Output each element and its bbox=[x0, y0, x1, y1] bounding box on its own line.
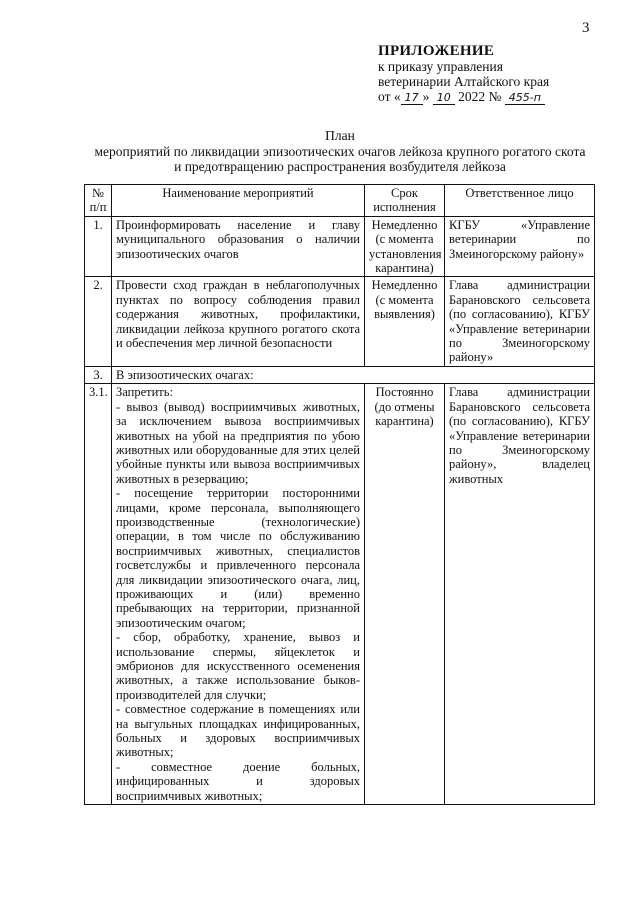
appendix-line-2: ветеринарии Алтайского края bbox=[378, 74, 550, 89]
measure-line: Запретить: bbox=[116, 385, 173, 400]
row-name: Проинформировать население и главу муниципального образования о наличии эпизоотических очагов bbox=[112, 216, 365, 277]
date-prefix: от « bbox=[378, 89, 401, 104]
plan-title-line-2: мероприятий по ликвидации эпизоотических очагов лейкоза крупного рогатого скота bbox=[94, 143, 586, 159]
row-responsible: КГБУ «Управление ветеринарии по Змеиногорскому району» bbox=[445, 216, 595, 277]
appendix-block bbox=[378, 44, 549, 105]
header-term: Срок исполнения bbox=[365, 185, 445, 217]
appendix-title: ПРИЛОЖЕНИЕ bbox=[378, 43, 495, 59]
row-term: Постоянно (до отмены карантина) bbox=[365, 384, 445, 805]
row-name: Провести сход граждан в неблагополучных пунктах по вопросу соблюдения правил содержания животных, профилактики, ликвидации лейкоза крупного рогатого скота и обеспечения мер личной безопасности bbox=[112, 277, 365, 366]
date-day: 17 bbox=[401, 91, 423, 105]
measures-table bbox=[84, 184, 595, 805]
row-num: 1. bbox=[85, 216, 112, 277]
plan-title bbox=[60, 128, 620, 175]
date-mid: » bbox=[422, 89, 430, 104]
row-responsible: Глава администрации Барановского сельсовета (по согласованию), КГБУ «Управление ветеринарии по Змеиногорскому району» bbox=[445, 277, 595, 366]
section-heading: В эпизоотических очагах: bbox=[112, 366, 595, 383]
row-num: 3.1. bbox=[85, 384, 112, 805]
row-term: Немедленно (с момента установления карантина) bbox=[365, 216, 445, 277]
header-responsible: Ответственное лицо bbox=[445, 185, 595, 217]
order-number: 455-п bbox=[505, 91, 545, 105]
table-row bbox=[85, 384, 595, 805]
row-name bbox=[112, 384, 365, 805]
measure-line: - сбор, обработку, хранение, вывоз и использование спермы, яйцеклеток и эмбрионов для искусственного осеменения животных, а также использование быков-производителей для случки; bbox=[116, 630, 360, 702]
appendix-line-1: к приказу управления bbox=[378, 59, 503, 74]
page-number: 3 bbox=[582, 20, 590, 36]
appendix-date bbox=[378, 89, 549, 105]
row-num: 2. bbox=[85, 277, 112, 366]
measure-line: - совместное содержание в помещениях или на выгульных площадках инфицированных, больных и здоровых восприимчивых животных; bbox=[116, 702, 360, 760]
header-name: Наименование мероприятий bbox=[112, 185, 365, 217]
year-prefix: 2022 № bbox=[458, 89, 502, 104]
table-row bbox=[85, 277, 595, 366]
measure-line: - вывоз (вывод) восприимчивых животных, за исключением вывоза восприимчивых животных на убой на предприятия по убою животных или оборудованные для этих целей убойные пункты или вывоза восприимчивых животных в резервацию; bbox=[116, 399, 360, 486]
table-row bbox=[85, 216, 595, 277]
plan-title-line-1: План bbox=[325, 128, 355, 143]
measure-line: - совместное доение больных, инфицированных и здоровых восприимчивых животных; bbox=[116, 759, 360, 803]
measure-line: - посещение территории посторонними лицами, кроме персонала, выполняющего производственные (технологические) операции, в том числе по обслуживанию восприимчивых животных, специалистов госветслужбы и привлеченного персонала для ликвидации эпизоотического очага, лиц, проживающих и (или) временно пребывающих на территории, признанной эпизоотическим очагом; bbox=[116, 486, 360, 630]
table-row bbox=[85, 366, 595, 383]
header-num: № п/п bbox=[85, 185, 112, 217]
plan-title-line-3: и предотвращению распространения возбудителя лейкоза bbox=[174, 159, 506, 174]
date-month: 10 bbox=[433, 91, 455, 105]
row-responsible: Глава администрации Барановского сельсовета (по согласованию), КГБУ «Управление ветеринарии по Змеиногорскому району», владелец животных bbox=[445, 384, 595, 805]
row-num: 3. bbox=[85, 366, 112, 383]
table-header-row bbox=[85, 185, 595, 217]
row-term: Немедленно (с момента выявления) bbox=[365, 277, 445, 366]
